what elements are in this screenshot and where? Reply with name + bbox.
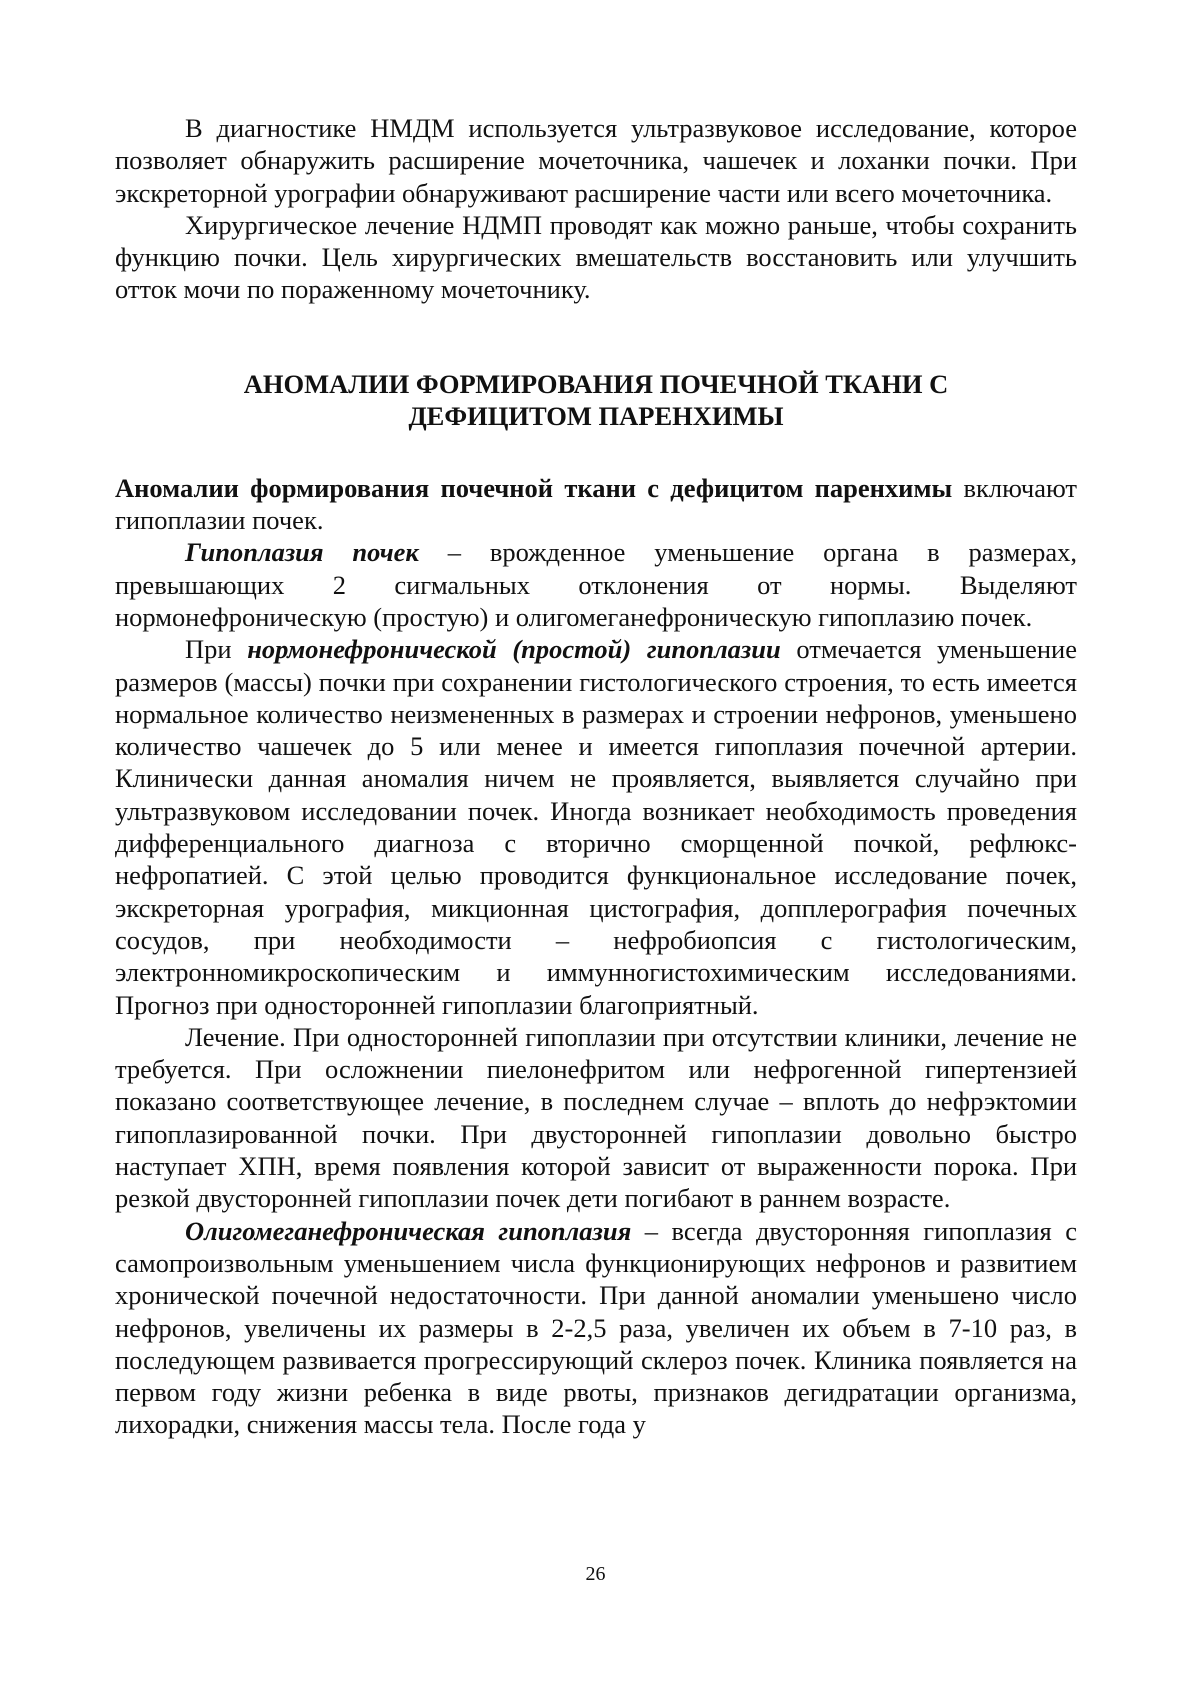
intro-bold-term: Аномалии формирования почечной ткани с дефицитом паренхимы bbox=[115, 472, 953, 503]
page-number: 26 bbox=[585, 1563, 606, 1585]
paragraph-surgery: Хирургическое лечение НДМП проводят как можно раньше, чтобы сохранить функцию почки. Цель хирургических вмешательств восстановить или улучшить отток мочи по пораженному мочеточнику. bbox=[115, 209, 1077, 305]
paragraph-normonephronic bbox=[115, 633, 1077, 1021]
paragraph-hypoplasia bbox=[115, 536, 1077, 633]
section-heading-line-1: АНОМАЛИИ ФОРМИРОВАНИЯ ПОЧЕЧНОЙ ТКАНИ С bbox=[243, 368, 949, 399]
page-body bbox=[115, 112, 1077, 1441]
normo-term: нормонефронической (простой) гипоплазии bbox=[247, 634, 781, 665]
oligo-term: Олигомеганефроническая гипоплазия bbox=[185, 1215, 632, 1246]
oligo-text: – всегда двусторонняя гипоплазия с самопроизвольным уменьшением числа функционирующих нефронов и развитием хронической почечной недостаточности. При данной аномалии уменьшено число нефронов, увеличены их размеры в 2-2,5 раза, увеличен их объем в 7-10 раз, в последующем развивается прогрессирующий склероз почек. Клиника появляется на первом году жизни ребенка в виде рвоты, признаков дегидратации организма, лихорадки, снижения массы тела. После года у bbox=[115, 1215, 1077, 1440]
paragraph-oligomeganephronic bbox=[115, 1215, 1077, 1441]
paragraph-treatment: Лечение. При односторонней гипоплазии при отсутствии клиники, лечение не требуется. При осложнении пиелонефритом или нефрогенной гипертензией показано соответствующее лечение, в последнем случае – вплоть до нефрэктомии гипоплазированной почки. При двусторонней гипоплазии довольно быстро наступает ХПН, время появления которой зависит от выраженности порока. При резкой двусторонней гипоплазии почек дети погибают в раннем возрасте. bbox=[115, 1021, 1077, 1214]
hypoplasia-term: Гипоплазия почек bbox=[185, 537, 419, 568]
section-heading-line-2: ДЕФИЦИТОМ ПАРЕНХИМЫ bbox=[408, 400, 784, 431]
normo-lead: При bbox=[185, 634, 248, 665]
section-heading bbox=[115, 368, 1077, 432]
intro-text: включают гипоплазии почек. bbox=[115, 472, 1077, 536]
hypoplasia-text: – врожденное уменьшение органа в размерах, превышающих 2 сигмальных отклонения от нормы. Выделяют нормонефроническую (простую) и олигомеганефроническую гипоплазию почек. bbox=[115, 537, 1077, 632]
paragraph-intro bbox=[115, 472, 1077, 537]
normo-text: отмечается уменьшение размеров (массы) почки при сохранении гистологического строения, то есть имеется нормальное количество неизмененных в размерах и строении нефронов, уменьшено количество чашечек до 5 или менее и имеется гипоплазия почечной артерии. Клинически данная аномалия ничем не проявляется, выявляется случайно при ультразвуковом исследовании почек. Иногда возникает необходимость проведения дифференциального диагноза с вторично сморщенной почкой, рефлюкс-нефропатией. С этой целью проводится функциональное исследование почек, экскреторная урография, микционная цистография, допплерография почечных сосудов, при необходимости – нефробиопсия с гистологическим, электронномикроскопическим и иммунногистохимическим исследованиями. Прогноз при односторонней гипоплазии благоприятный. bbox=[115, 634, 1077, 1020]
paragraph-ultrasound: В диагностике НМДМ используется ультразвуковое исследование, которое позволяет обнаружить расширение мочеточника, чашечек и лоханки почки. При экскреторной урографии обнаруживают расширение части или всего мочеточника. bbox=[115, 113, 1077, 208]
